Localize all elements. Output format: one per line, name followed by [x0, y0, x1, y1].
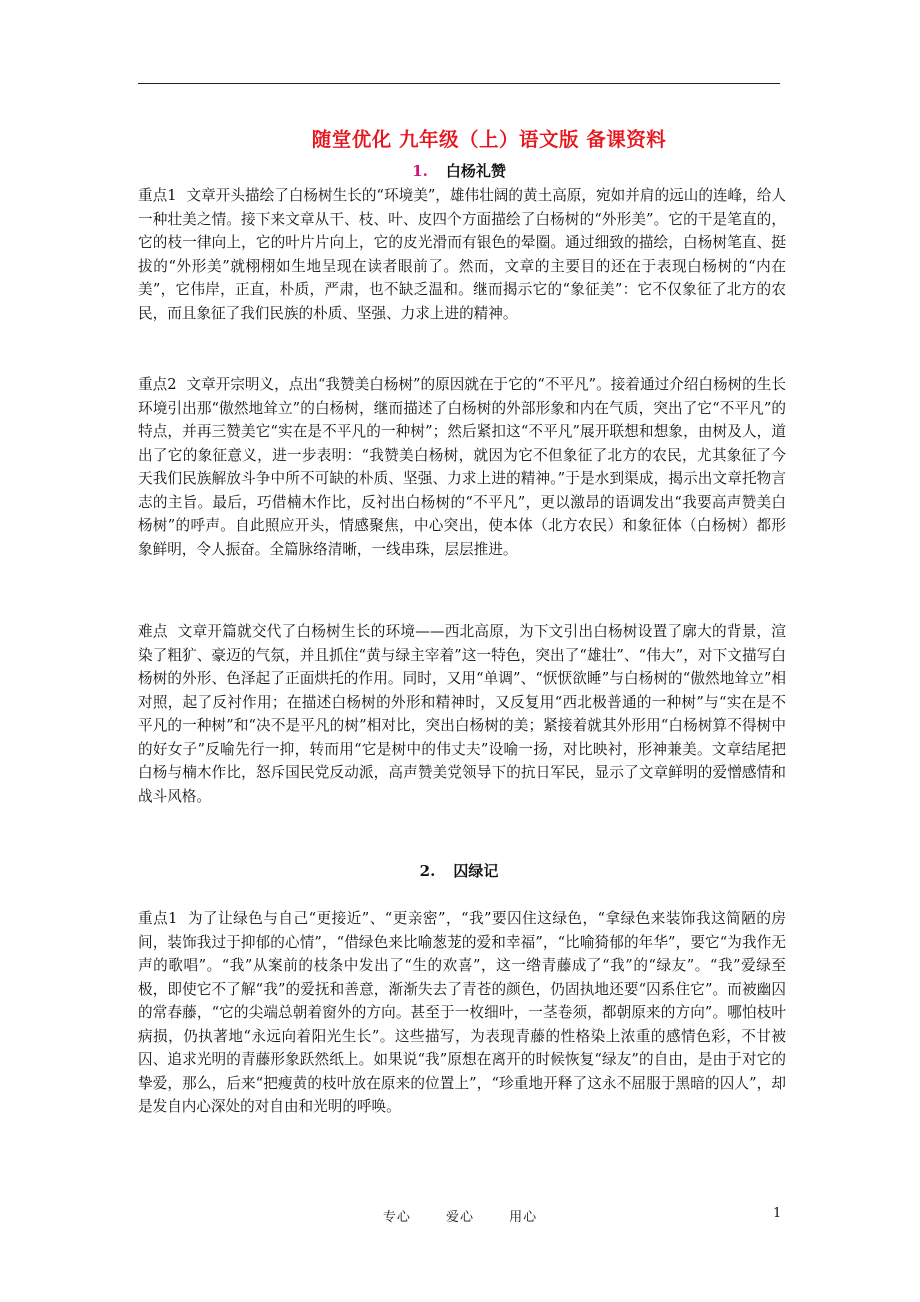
paragraph-label: 难点	[138, 623, 168, 640]
header-rule	[138, 83, 780, 84]
paragraph-key-point-1	[138, 907, 786, 1119]
paragraph-text: 文章开宗明义，点出“我赞美白杨树”的原因就在于它的“不平凡”。接着通过介绍白杨树的生长环境引出那“傲然地耸立”的白杨树，继而描述了白杨树的外部形象和内在气质，突出了它“不平凡”的特点，并再三赞美它“实在是不平凡的一种树”；然后紧扣这“不平凡”展开联想和想象，由树及人，道出了它的象征意义，进一步表明：“我赞美白杨树，就因为它不但象征了北方的农民，尤其象征了今天我们民族解放斗争中所不可缺的朴质、坚强、力求上进的精神。”于是水到渠成，揭示出文章托物言志的主旨。最后，巧借楠木作比，反衬出白杨树的“不平凡”，更以激昂的语调发出“我要高声赞美白杨树”的呼声。自此照应开头，情感聚焦，中心突出，使本体（北方农民）和象征体（白杨树）都形象鲜明，令人振奋。全篇脉络清晰，一线串珠，层层推进。	[138, 376, 786, 558]
footer-motto-item: 专心	[382, 1210, 411, 1225]
section-title: 囚绿记	[453, 862, 499, 880]
paragraph-label: 重点2	[138, 376, 177, 393]
footer-motto-item: 爱心	[445, 1210, 474, 1225]
paragraph-text: 文章开篇就交代了白杨树生长的环境——西北高原，为下文引出白杨树设置了廓大的背景，渲染了粗犷、豪迈的气氛，并且抓住“黄与绿主宰着”这一特色，突出了“雄壮”、“伟大”，对下文描写白杨树的外形、色泽起了正面烘托的作用。同时，又用“单调”、“恹恹欲睡”与白杨树的“傲然地耸立”相对照，起了反衬作用；在描述白杨树的外形和精神时，又反复用“西北极普通的一种树”与“实在是不平凡的一种树”和“决不是平凡的树”相对比，突出白杨树的美；紧接着就其外形用“白杨树算不得树中的好女子”反喻先行一抑，转而用“它是树中的伟丈夫”设喻一扬，对比映衬，形神兼美。文章结尾把白杨与楠木作比，怒斥国民党反动派，高声赞美党领导下的抗日军民，显示了文章鲜明的爱憎感情和战斗风格。	[138, 623, 786, 805]
footer-motto-item: 用心	[509, 1210, 538, 1225]
paragraph-label: 重点1	[138, 187, 177, 204]
paragraph-key-point-2	[138, 373, 786, 561]
section-heading-2	[138, 860, 780, 881]
footer-motto	[0, 1206, 920, 1225]
page-number: 1	[773, 1206, 782, 1221]
document-title: 随堂优化 九年级（上）语文版 备课资料	[311, 128, 667, 151]
paragraph-text: 文章开头描绘了白杨树生长的“环境美”，雄伟壮阔的黄土高原，宛如并肩的远山的连峰，给人一种壮美之情。接下来文章从干、枝、叶、皮四个方面描绘了白杨树的“外形美”。它的干是笔直的，它的枝一律向上，它的叶片片向上，它的皮光滑而有银色的晕圈。通过细致的描绘，白杨树笔直、挺拔的“外形美”就栩栩如生地呈现在读者眼前了。然而，文章的主要目的还在于表现白杨树的“内在美”，它伟岸，正直，朴质，严肃，也不缺乏温和。继而揭示它的“象征美”：它不仅象征了北方的农民，而且象征了我们民族的朴质、坚强、力求上进的精神。	[138, 187, 786, 322]
section-number: 2.	[419, 862, 436, 880]
paragraph-difficult-point	[138, 620, 786, 808]
section-number: 1.	[412, 162, 428, 180]
paragraph-key-point-1	[138, 184, 786, 325]
section-title: 白杨礼赞	[445, 162, 506, 180]
paragraph-text: 为了让绿色与自己“更接近”、“更亲密”，“我”要囚住这绿色，“拿绿色来装饰我这简陋的房间，装饰我过于抑郁的心情”，“借绿色来比喻葱茏的爱和幸福”，“比喻猗郁的年华”，要它“为我作无声的歌唱”。“我”从案前的枝条中发出了“生的欢喜”，这一绺青藤成了“我”的“绿友”。“我”爱绿至极，即使它不了解“我”的爱抚和善意，渐渐失去了青苍的颜色，仍固执地还要“囚系住它”。而被幽囚的常春藤，“它的尖端总朝着窗外的方向。甚至于一枚细叶，一茎卷须，都朝原来的方向”。哪怕枝叶病损，仍执著地“永远向着阳光生长”。这些描写，为表现青藤的性格染上浓重的感情色彩，不甘被囚、追求光明的青藤形象跃然纸上。如果说“我”原想在离开的时候恢复“绿友”的自由，是由于对它的挚爱，那么，后来“把瘦黄的枝叶放在原来的位置上”，“珍重地开释了这永不屈服于黑暗的囚人”，却是发自内心深处的对自由和光明的呼唤。	[138, 910, 786, 1116]
paragraph-label: 重点1	[138, 910, 178, 927]
section-heading-1	[138, 160, 780, 181]
